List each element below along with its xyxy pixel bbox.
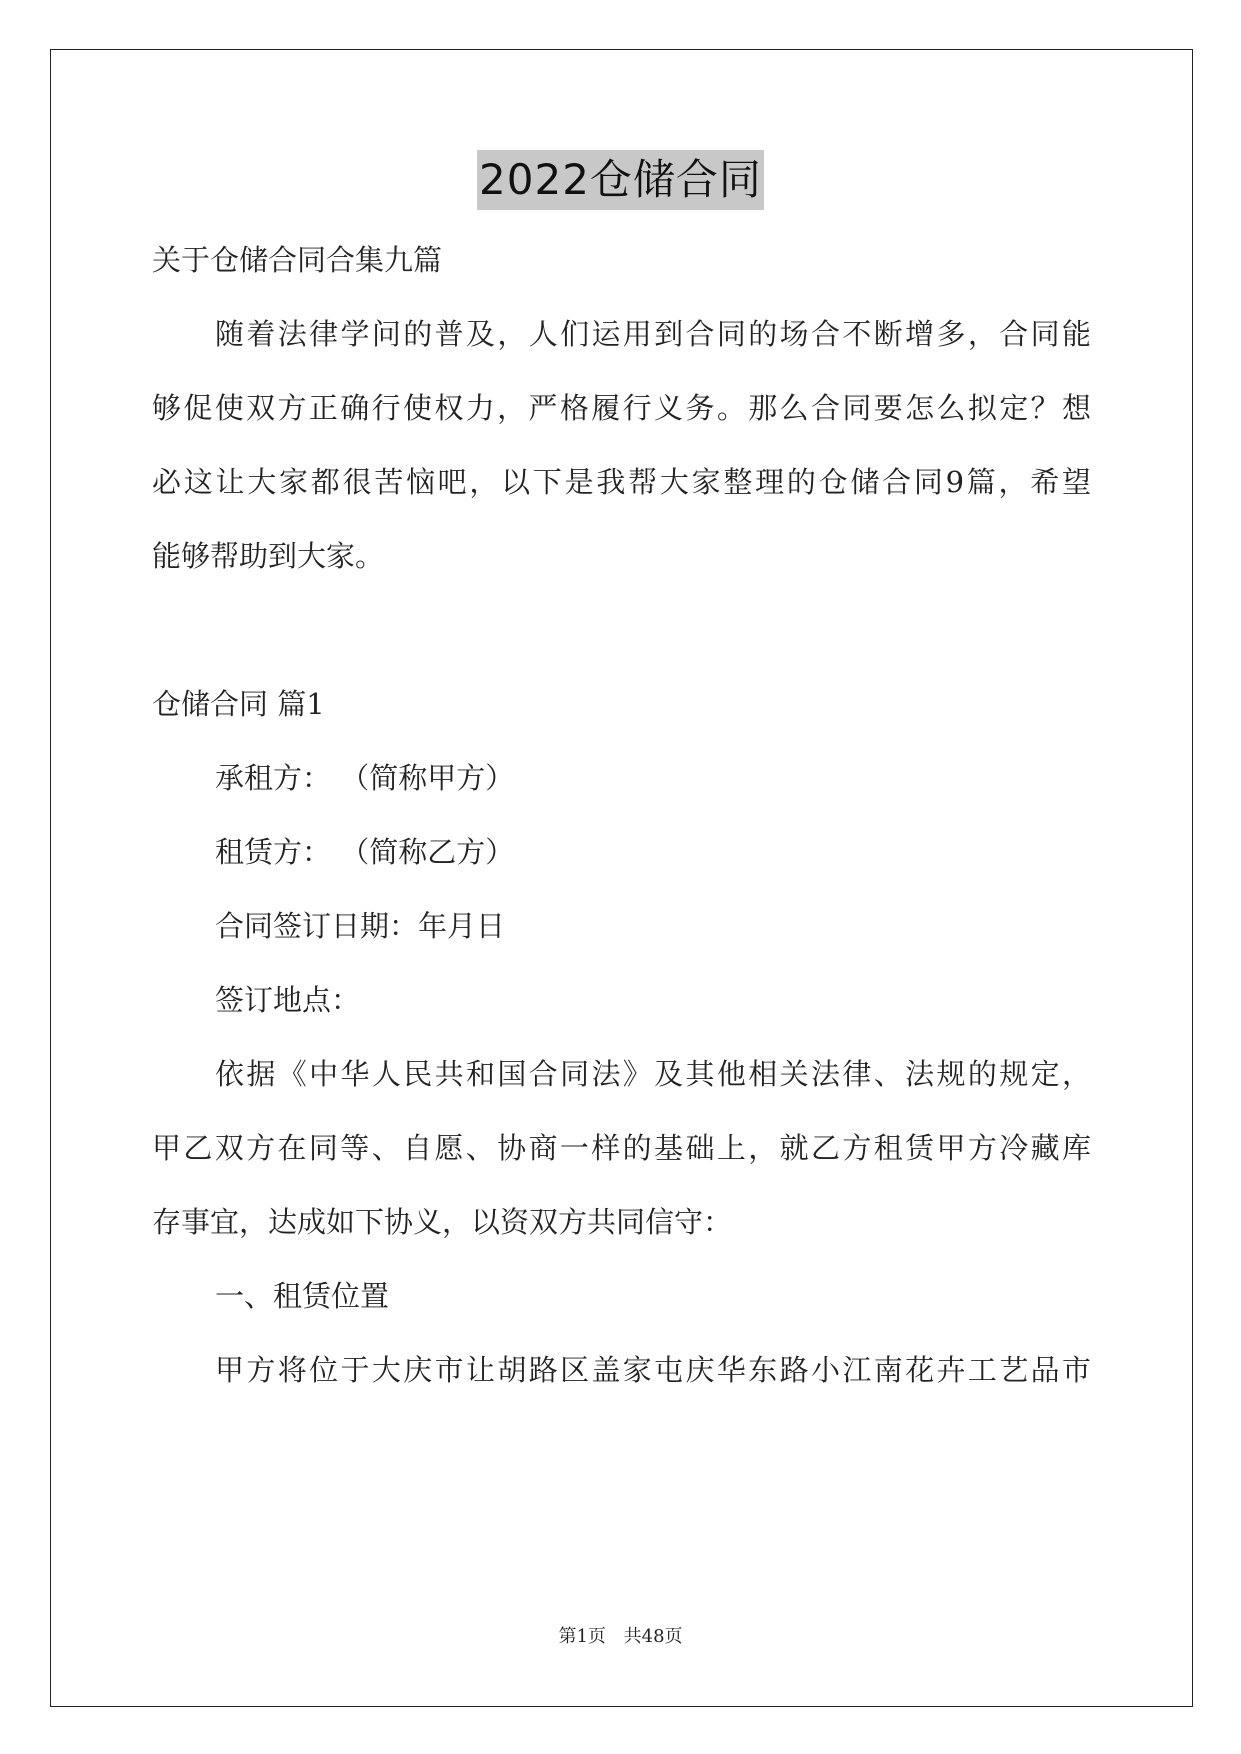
document-title: 2022仓储合同 <box>477 150 764 210</box>
title-container <box>0 150 1241 210</box>
sign-place-line: 签订地点： <box>215 983 361 1017</box>
clause-paragraph-line-1: 甲方将位于大庆市让胡路区盖家屯庆华东路小江南花卉工艺品市 <box>215 1353 1091 1387</box>
subtitle-line: 关于仓储合同合集九篇 <box>152 243 443 277</box>
lessor-line: 租赁方： （简称乙方） <box>215 835 515 869</box>
lessee-line: 承租方： （简称甲方） <box>215 761 515 795</box>
page-border <box>50 49 1193 1707</box>
clause-heading: 一、租赁位置 <box>215 1279 390 1313</box>
basis-paragraph-line-1: 依据《中华人民共和国合同法》及其他相关法律、法规的规定， <box>215 1057 1091 1091</box>
intro-paragraph-line-1: 随着法律学问的普及，人们运用到合同的场合不断增多，合同能 <box>215 317 1091 351</box>
intro-paragraph-line-4: 能够帮助到大家。 <box>152 539 385 573</box>
section-heading: 仓储合同 篇1 <box>152 687 325 721</box>
page-number: 第1页 <box>558 1626 606 1647</box>
page-total: 共48页 <box>623 1626 683 1647</box>
basis-paragraph-line-3: 存事宜，达成如下协义，以资双方共同信守： <box>152 1205 733 1239</box>
intro-paragraph-line-2: 够促使双方正确行使权力，严格履行义务。那么合同要怎么拟定？想 <box>152 391 1091 425</box>
basis-paragraph-line-2: 甲乙双方在同等、自愿、协商一样的基础上，就乙方租赁甲方冷藏库 <box>152 1131 1091 1165</box>
intro-paragraph-line-3: 必这让大家都很苦恼吧，以下是我帮大家整理的仓储合同9篇，希望 <box>152 465 1091 499</box>
page-footer <box>0 1625 1241 1649</box>
sign-date-line: 合同签订日期：年月日 <box>215 909 506 943</box>
